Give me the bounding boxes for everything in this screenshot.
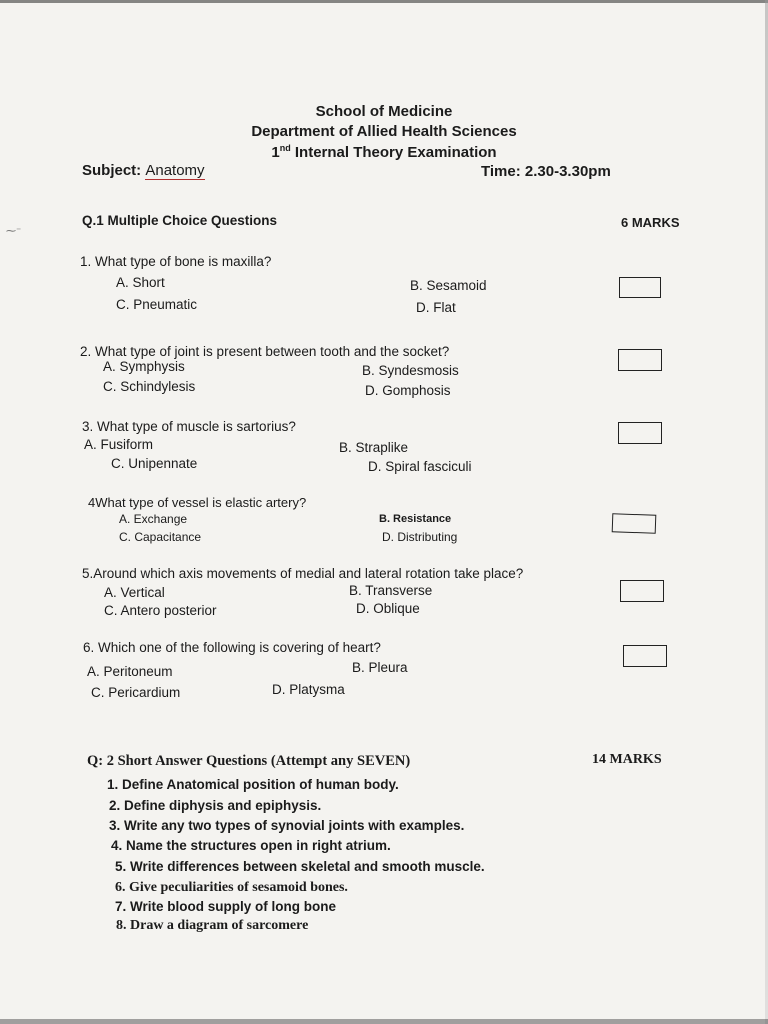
department-name: Department of Allied Health Sciences: [251, 123, 517, 140]
mcq-2-option-a: A. Symphysis: [103, 359, 185, 374]
mcq-4-option-b: B. Resistance: [379, 513, 452, 525]
mcq-3-option-a: A. Fusiform: [84, 437, 154, 452]
mcq-1-option-c: C. Pneumatic: [116, 297, 198, 312]
school-name: School of Medicine: [315, 103, 453, 120]
exam-ordinal: 1: [271, 144, 280, 161]
mcq-4-option-d: D. Distributing: [382, 530, 458, 544]
mcq-2-option-b: B. Syndesmosis: [362, 363, 459, 378]
saq-item-6: 6. Give peculiarities of sesamoid bones.: [115, 880, 348, 895]
saq-item-3: 3. Write any two types of synovial joints with examples.: [109, 818, 465, 833]
paper-bottom-edge: [0, 1019, 768, 1024]
saq-item-7: 7. Write blood supply of long bone: [115, 899, 336, 914]
mcq-4-question: 4What type of vessel is elastic artery?: [88, 495, 307, 510]
q2-title: Q: 2 Short Answer Questions (Attempt any SEVEN): [87, 753, 411, 769]
saq-item-1: 1. Define Anatomical position of human body.: [107, 777, 399, 792]
subject-label: Subject:: [82, 162, 146, 179]
mcq-1-answer-box[interactable]: [619, 277, 661, 298]
saq-item-5: 5. Write differences between skeletal and smooth muscle.: [115, 859, 485, 874]
mcq-2-option-c: C. Schindylesis: [103, 379, 196, 394]
mcq-4-option-a: A. Exchange: [119, 512, 188, 526]
mcq-6-option-a: A. Peritoneum: [87, 664, 173, 679]
saq-item-4: 4. Name the structures open in right atrium.: [111, 838, 391, 853]
q1-title: Q.1 Multiple Choice Questions: [82, 213, 278, 228]
exam-time: Time: 2.30-3.30pm: [481, 163, 611, 180]
mcq-1-option-a: A. Short: [116, 275, 165, 290]
mcq-2-option-d: D. Gomphosis: [365, 383, 451, 398]
exam-ordinal-suffix: nd: [279, 143, 291, 153]
mcq-1-question: 1. What type of bone is maxilla?: [80, 254, 272, 269]
mcq-1-option-b: B. Sesamoid: [410, 278, 487, 293]
mcq-6-answer-box[interactable]: [623, 645, 667, 667]
mcq-5-option-a: A. Vertical: [104, 585, 165, 600]
mcq-6-option-d: D. Platysma: [272, 682, 345, 697]
mcq-5-question: 5.Around which axis movements of medial and lateral rotation take place?: [82, 566, 524, 581]
saq-item-2: 2. Define diphysis and epiphysis.: [109, 798, 322, 813]
mcq-5-option-c: C. Antero posterior: [104, 603, 217, 618]
mcq-1-option-d: D. Flat: [416, 300, 456, 315]
mcq-6-question: 6. Which one of the following is covering of heart?: [83, 640, 381, 655]
mcq-5-option-d: D. Oblique: [356, 601, 420, 616]
mcq-4-option-c: C. Capacitance: [119, 530, 202, 544]
exam-title: [0, 143, 768, 161]
exam-title-text: Internal Theory Examination: [290, 144, 497, 161]
subject-value: Anatomy: [145, 162, 205, 179]
mcq-3-answer-box[interactable]: [618, 422, 662, 444]
mcq-2-answer-box[interactable]: [618, 349, 662, 371]
mcq-5-option-b: B. Transverse: [349, 583, 433, 598]
saq-item-8: 8. Draw a diagram of sarcomere: [116, 918, 309, 933]
mcq-6-option-b: B. Pleura: [352, 660, 408, 675]
margin-scribble: ⁓⁻: [6, 226, 22, 237]
mcq-6-option-c: C. Pericardium: [91, 685, 181, 700]
mcq-3-option-b: B. Straplike: [339, 440, 409, 455]
mcq-3-option-c: C. Unipennate: [111, 456, 198, 471]
q2-marks: 14 MARKS: [592, 752, 662, 767]
mcq-3-option-d: D. Spiral fasciculi: [368, 459, 472, 474]
q1-marks: 6 MARKS: [621, 215, 680, 230]
mcq-3-question: 3. What type of muscle is sartorius?: [82, 419, 296, 434]
mcq-4-answer-box[interactable]: [612, 513, 657, 534]
paper-top-edge: [0, 0, 768, 3]
subject-line: [82, 162, 205, 179]
mcq-2-question: 2. What type of joint is present between tooth and the socket?: [80, 344, 450, 359]
mcq-5-answer-box[interactable]: [620, 580, 664, 602]
